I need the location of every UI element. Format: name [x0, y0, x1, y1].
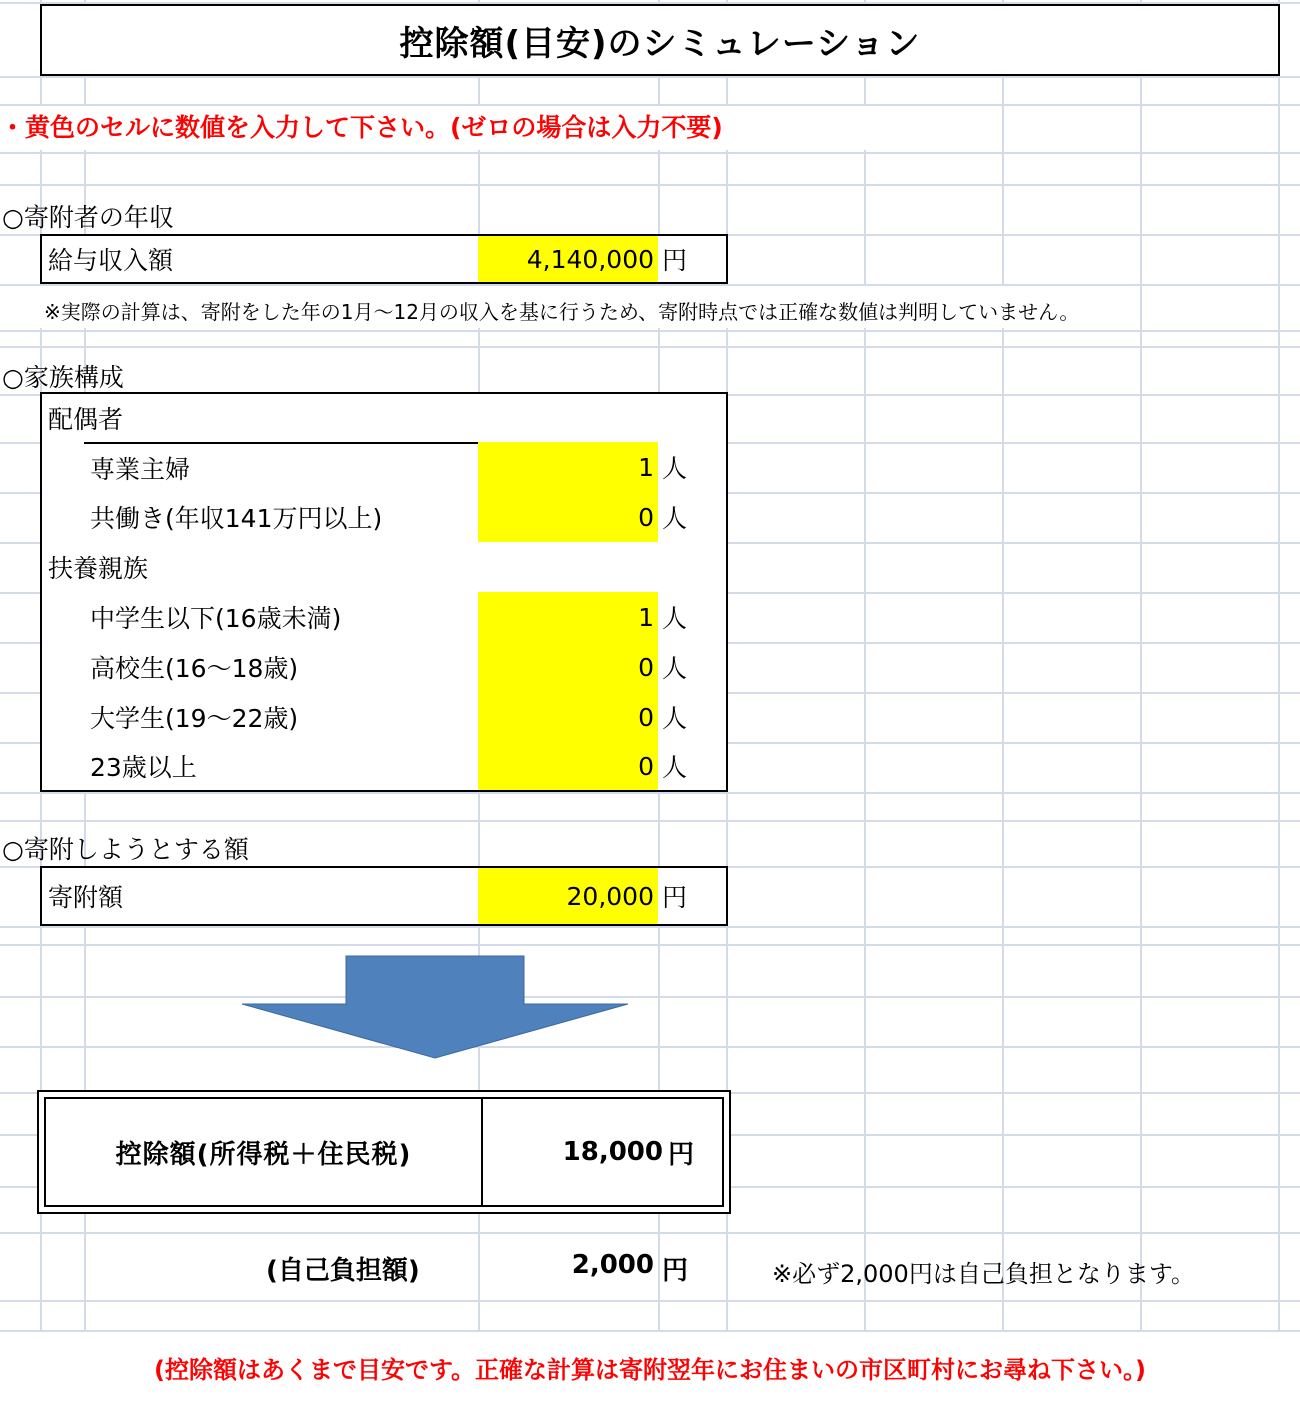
dependent-row-input[interactable]: 0	[478, 692, 660, 744]
self-burden-unit: 円	[662, 1256, 689, 1286]
family-section-label: ○家族構成	[2, 363, 124, 392]
donation-section-label: ○寄附しようとする額	[2, 835, 249, 864]
spouse-row-label: 専業主婦	[84, 442, 480, 494]
dependent-row-label: 高校生(16～18歳)	[84, 642, 480, 694]
down-arrow-icon	[240, 954, 630, 1060]
dependent-row-unit: 人	[658, 742, 728, 792]
income-section-label: ○寄附者の年収	[2, 203, 174, 232]
dependent-row-unit: 人	[658, 592, 728, 644]
spouse-row-unit: 人	[658, 492, 728, 544]
result-label: 控除額(所得税＋住民税)	[46, 1099, 483, 1205]
self-burden-label: (自己負担額)	[266, 1256, 420, 1286]
footer-note: (控除額はあくまで目安です。正確な計算は寄附翌年にお住まいの市区町村にお尋ね下さい。)	[153, 1356, 1146, 1384]
self-burden-note: ※必ず2,000円は自己負担となります。	[772, 1260, 1195, 1288]
dependent-row-input[interactable]: 1	[478, 592, 660, 644]
spouse-row-label: 共働き(年収141万円以上)	[84, 492, 480, 544]
donation-input[interactable]: 20,000	[478, 866, 660, 926]
dependent-row-label: 中学生以下(16歳未満)	[84, 592, 480, 644]
dependent-row-label: 大学生(19～22歳)	[84, 692, 480, 744]
donation-unit: 円	[658, 866, 728, 926]
spouse-indent	[40, 442, 86, 544]
spouse-group-label: 配偶者	[40, 392, 728, 444]
donation-row-label: 寄附額	[40, 866, 480, 926]
income-unit: 円	[658, 234, 728, 284]
dependent-indent	[40, 592, 86, 792]
spouse-row-input[interactable]: 1	[478, 442, 660, 494]
page-title: 控除額(目安)のシミュレーション	[40, 4, 1280, 76]
result-box	[37, 1090, 731, 1214]
instruction-text: ・黄色のセルに数値を入力して下さい。(ゼロの場合は入力不要)	[0, 113, 723, 142]
income-row-label: 給与収入額	[40, 234, 480, 284]
spouse-row-unit: 人	[658, 442, 728, 494]
result-unit: 円	[668, 1139, 695, 1170]
dependent-row-input[interactable]: 0	[478, 742, 660, 792]
income-note: ※実際の計算は、寄附をした年の1月～12月の収入を基に行うため、寄附時点では正確な数値は判明していません。	[44, 300, 1080, 324]
dependent-row-unit: 人	[658, 692, 728, 744]
dependent-group-label: 扶養親族	[40, 542, 728, 594]
dependent-row-input[interactable]: 0	[478, 642, 660, 694]
spouse-row-input[interactable]: 0	[478, 492, 660, 544]
income-input[interactable]: 4,140,000	[478, 234, 660, 284]
dependent-row-label: 23歳以上	[84, 742, 480, 792]
result-value: 18,000	[562, 1137, 663, 1167]
dependent-row-unit: 人	[658, 642, 728, 694]
self-burden-value: 2,000	[571, 1250, 654, 1280]
